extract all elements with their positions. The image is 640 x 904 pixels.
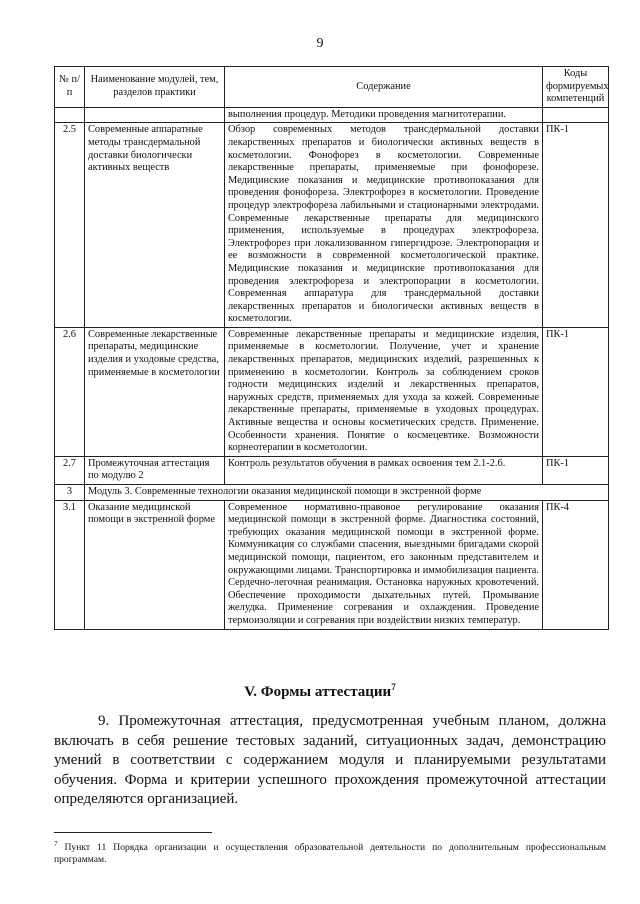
row-name: Промежуточная аттестация по модулю 2 — [85, 456, 225, 484]
row-content: Современные лекарственные препараты и медицинские изделия, применяемые в косметологии. Получение, учет и хранение лекарственных препаратов, медицинских изделий, разрешенных к применению в косметологии. Контроль за соблюдением сроков годности медицинских изделий и лекарственных препаратов, наружных средств, применяемых для ухода за кожей. Современные лекарственные препараты, применяемые в уходовых процедурах. Активные вещества и основы косметических средств. Применение. Особенности хранения. Понятие о космецевтике. Возможности корнеотерапии в косметологии. — [225, 327, 543, 456]
module-row — [55, 485, 609, 501]
section-heading — [0, 682, 640, 701]
footnote-mark: 7 — [54, 840, 58, 848]
table-row — [55, 123, 609, 328]
row-num: 2.6 — [55, 327, 85, 456]
row-name: Современные аппаратные методы трансдермальной доставки биологически активных веществ — [85, 123, 225, 328]
header-codes: Коды формируемых компетенций — [543, 67, 609, 108]
footnote — [54, 838, 606, 866]
section-heading-text: V. Формы аттестации — [244, 684, 392, 700]
footnote-reference: 7 — [391, 682, 396, 692]
footnote-divider — [54, 832, 212, 833]
body-paragraph: 9. Промежуточная аттестация, предусмотренная учебным планом, должна включать в себя решение тестовых заданий, ситуационных задач, демонстрацию умений в соответствии с содержанием модуля и планируемыми результатами обучения. Форма и критерии успешного прохождения промежуточной аттестации определяются организацией. — [54, 713, 606, 808]
row-content: Контроль результатов обучения в рамках освоения тем 2.1-2.6. — [225, 456, 543, 484]
row-content: Обзор современных методов трансдермальной доставки лекарственных препаратов и биологически активных веществ в косметологии. Фонофорез в косметологии. Современные лекарственные препараты, применяемые при фонофорезе. Медицинские показания и медицинские противопоказания для проведения фонофореза. Электрофорез в косметологии. Проведение процедур электрофореза лабильными и стационарными электродами. Современные лекарственные препараты для медицинского применения, используемые в процедурах электрофореза. Электрофорез при локализованном гипергидрозе. Электропорация и ее возможности в современной косметологической практике. Медицинские показания и медицинские противопоказания для проведения электрофореза и электропорации в косметологии. Современная аппаратура для трансдермальной доставки лекарственных препаратов и биологически активных веществ в косметологии. — [225, 123, 543, 328]
row-name — [85, 107, 225, 123]
table-row — [55, 327, 609, 456]
header-num: № п/п — [55, 67, 85, 108]
row-num — [55, 107, 85, 123]
table-row — [55, 456, 609, 484]
row-name: Оказание медицинской помощи в экстренной форме — [85, 500, 225, 629]
table-header-row — [55, 67, 609, 108]
table-row — [55, 500, 609, 629]
table-row — [55, 107, 609, 123]
row-codes: ПК-1 — [543, 456, 609, 484]
row-num: 2.7 — [55, 456, 85, 484]
header-name: Наименование модулей, тем, разделов практики — [85, 67, 225, 108]
row-content: выполнения процедур. Методики проведения магнитотерапии. — [225, 107, 543, 123]
curriculum-table — [54, 66, 609, 630]
module-title: Модуль 3. Современные технологии оказания медицинской помощи в экстренной форме — [85, 485, 609, 501]
page-number: 9 — [316, 36, 324, 51]
row-codes: ПК-1 — [543, 327, 609, 456]
row-content: Современное нормативно-правовое регулирование оказания медицинской помощи в экстренной форме. Диагностика состояний, требующих оказания медицинской помощи в экстренной форме. Коммуникация со службами спасения, выездными бригадами скорой медицинской помощи, пациентом, его законным представителем и окружающими лицами. Транспортировка и иммобилизация пациента. Сердечно-легочная реанимация. Остановка наружных кровотечений. Обеспечение проходимости дыхательных путей. Промывание желудка. Применение согревания и охлаждения. Проведение термоизоляции и согревания при воздействии низких температур. — [225, 500, 543, 629]
module-num: 3 — [55, 485, 85, 501]
footnote-text: Пункт 11 Порядка организации и осуществления образовательной деятельности по дополнительным профессиональным программам. — [54, 842, 606, 866]
row-num: 3.1 — [55, 500, 85, 629]
row-codes: ПК-4 — [543, 500, 609, 629]
row-name: Современные лекарственные препараты, медицинские изделия и уходовые средства, применяемые в косметологии — [85, 327, 225, 456]
row-codes: ПК-1 — [543, 123, 609, 328]
row-num: 2.5 — [55, 123, 85, 328]
header-content: Содержание — [225, 67, 543, 108]
row-codes — [543, 107, 609, 123]
